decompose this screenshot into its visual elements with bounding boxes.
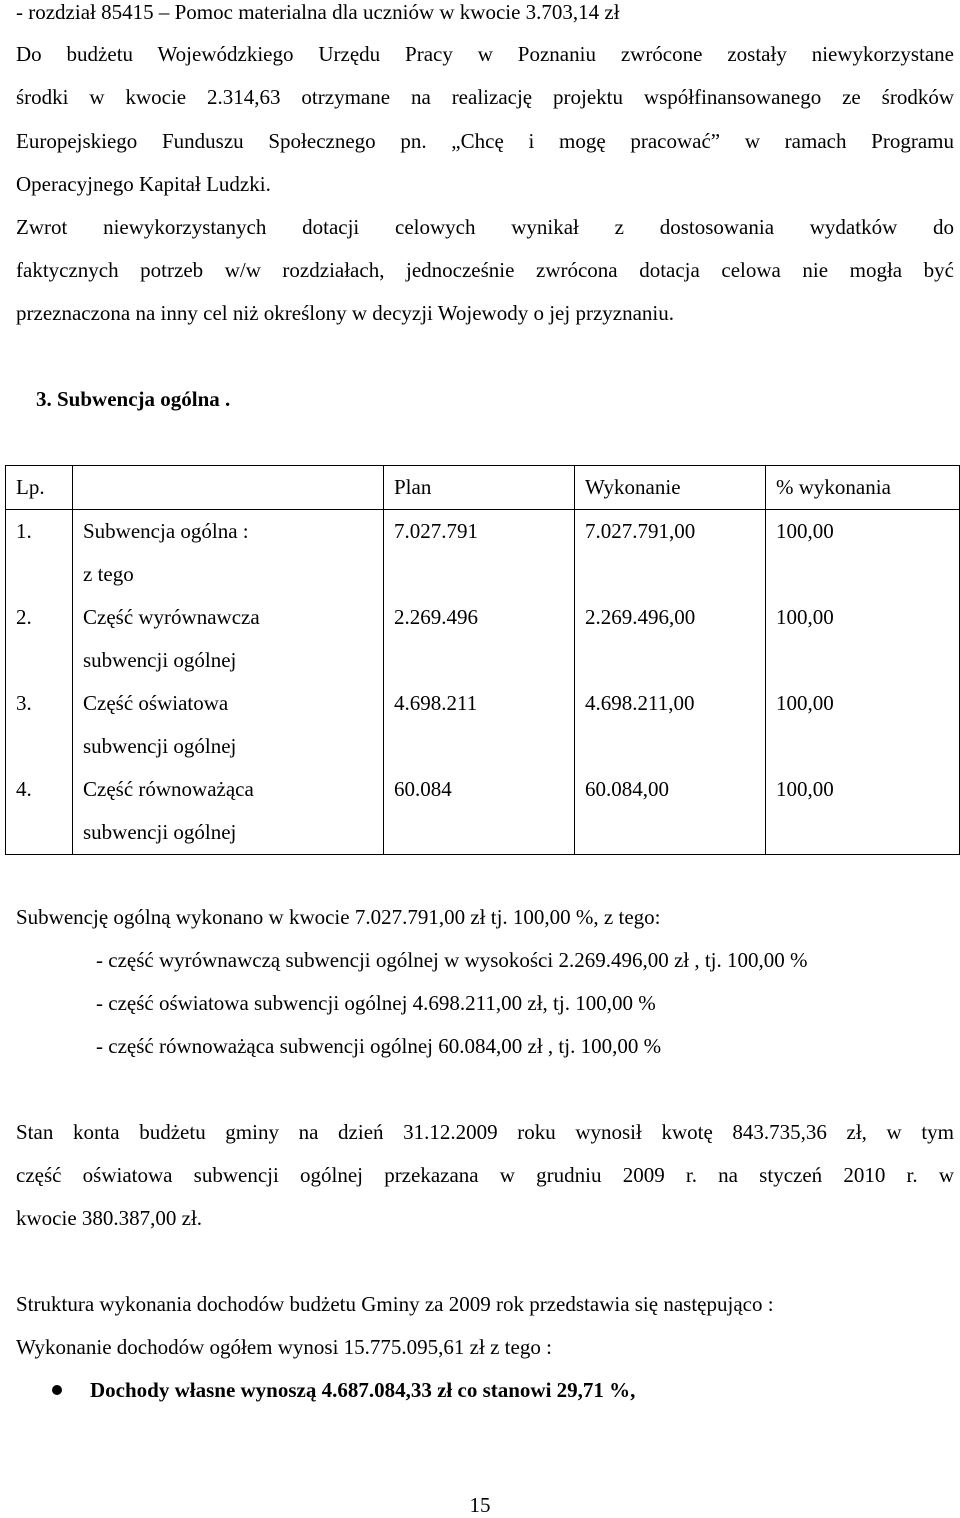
bullet-item: [52, 1380, 635, 1401]
text-line: Zwrot niewykorzystanych dotacji celowych wynikał z dostosowania wydatków do: [16, 215, 954, 239]
table-row: [6, 596, 960, 682]
text-line: - rozdział 85415 – Pomoc materialna dla uczniów w kwocie 3.703,14 zł: [16, 0, 620, 24]
bullet-text: Dochody własne wynoszą 4.687.084,33 zł co stanowi 29,71 %,: [90, 1378, 636, 1402]
table-row: [6, 768, 960, 855]
cell-procent: 100,00: [766, 510, 960, 597]
summary-item: - część oświatowa subwencji ogólnej 4.698.211,00 zł, tj. 100,00 %: [96, 991, 656, 1015]
text-line: Operacyjnego Kapitał Ludzki.: [16, 172, 271, 196]
cell-wykonanie: 60.084,00: [575, 768, 766, 855]
cell-procent: 100,00: [766, 768, 960, 855]
text-line: Struktura wykonania dochodów budżetu Gminy za 2009 rok przedstawia się następująco :: [16, 1292, 774, 1316]
name-line: Subwencja ogólna :: [83, 519, 249, 543]
cell-plan: 2.269.496: [384, 596, 575, 682]
summary-intro: Subwencję ogólną wykonano w kwocie 7.027.791,00 zł tj. 100,00 %, z tego:: [16, 905, 661, 929]
text-line: środki w kwocie 2.314,63 otrzymane na realizację projektu współfinansowanego ze środków: [16, 85, 954, 109]
header-plan: Plan: [384, 466, 575, 510]
header-name: [73, 466, 384, 510]
cell-name: [73, 682, 384, 768]
bullet-icon: [52, 1385, 62, 1395]
section-heading: 3. Subwencja ogólna .: [36, 387, 231, 411]
name-line: Część równoważąca: [83, 777, 254, 801]
cell-wykonanie: 2.269.496,00: [575, 596, 766, 682]
text-line: kwocie 380.387,00 zł.: [16, 1206, 203, 1230]
header-wykonanie: Wykonanie: [575, 466, 766, 510]
name-line: z tego: [83, 562, 134, 586]
text-line: przeznaczona na inny cel niż określony w decyzji Wojewody o jej przyznaniu.: [16, 301, 675, 325]
name-line: subwencji ogólnej: [83, 648, 237, 672]
cell-plan: 7.027.791: [384, 510, 575, 597]
table-row: [6, 682, 960, 768]
name-line: subwencji ogólnej: [83, 820, 237, 844]
text-line: część oświatowa subwencji ogólnej przekazana w grudniu 2009 r. na styczeń 2010 r. w: [16, 1163, 954, 1187]
summary-item: - część równoważąca subwencji ogólnej 60.084,00 zł , tj. 100,00 %: [96, 1034, 662, 1058]
cell-name: [73, 510, 384, 597]
cell-wykonanie: 4.698.211,00: [575, 682, 766, 768]
cell-procent: 100,00: [766, 596, 960, 682]
page-number: 15: [469, 1493, 491, 1517]
table-header-row: [6, 466, 960, 510]
cell-procent: 100,00: [766, 682, 960, 768]
cell-name: [73, 596, 384, 682]
header-lp: Lp.: [6, 466, 73, 510]
text-line: faktycznych potrzeb w/w rozdziałach, jednocześnie zwrócona dotacja celowa nie mogła być: [16, 258, 954, 282]
name-line: Część wyrównawcza: [83, 605, 260, 629]
name-line: Część oświatowa: [83, 691, 229, 715]
text-line: Stan konta budżetu gminy na dzień 31.12.2009 roku wynosił kwotę 843.735,36 zł, w tym: [16, 1120, 954, 1144]
cell-wykonanie: 7.027.791,00: [575, 510, 766, 597]
summary-item: - część wyrównawczą subwencji ogólnej w wysokości 2.269.496,00 zł , tj. 100,00 %: [96, 948, 808, 972]
text-line: Wykonanie dochodów ogółem wynosi 15.775.095,61 zł z tego :: [16, 1335, 552, 1359]
cell-plan: 4.698.211: [384, 682, 575, 768]
text-line: Do budżetu Wojewódzkiego Urzędu Pracy w Poznaniu zwrócone zostały niewykorzystane: [16, 42, 954, 66]
text-line: Europejskiego Funduszu Społecznego pn. „Chcę i mogę pracować” w ramach Programu: [16, 129, 954, 153]
subsidy-table: [5, 465, 960, 855]
cell-lp: 2.: [6, 596, 73, 682]
name-line: subwencji ogólnej: [83, 734, 237, 758]
cell-plan: 60.084: [384, 768, 575, 855]
table-row: [6, 510, 960, 597]
cell-name: [73, 768, 384, 855]
header-procent: % wykonania: [766, 466, 960, 510]
cell-lp: 3.: [6, 682, 73, 768]
cell-lp: 4.: [6, 768, 73, 855]
cell-lp: 1.: [6, 510, 73, 597]
